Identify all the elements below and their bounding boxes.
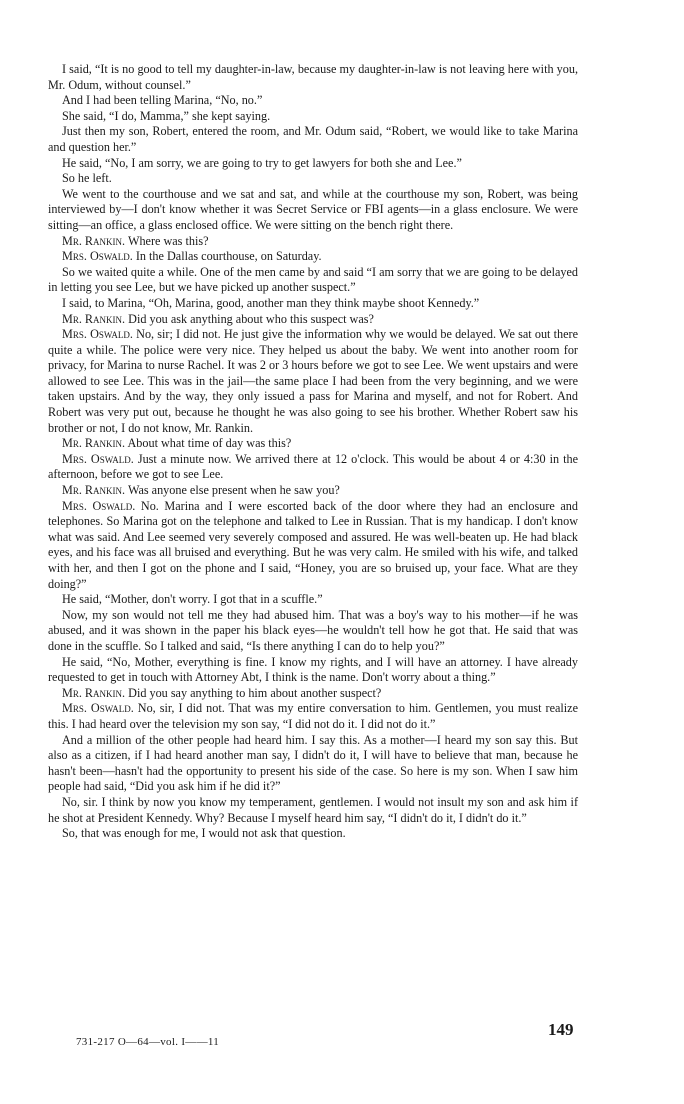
paragraph-text: I said, “It is no good to tell my daughter-in-law, because my daughter-in-law is not leaving here with you, Mr. Odum, without counsel.” <box>48 62 578 92</box>
paragraph-text: Was anyone else present when he saw you? <box>127 483 340 498</box>
paragraph <box>48 109 578 125</box>
paragraph <box>48 436 578 452</box>
speaker-label: Mr. Rankin. <box>62 483 126 498</box>
paragraph <box>48 234 578 250</box>
paragraph-text: Did you ask anything about who this suspect was? <box>128 311 374 326</box>
paragraph-text: In the Dallas courthouse, on Saturday. <box>135 249 322 264</box>
paragraph <box>48 62 578 93</box>
paragraph-text: Now, my son would not tell me they had abused him. That was a boy's way to his mother—if he was abused, and it was shown in the paper his black eyes—he wouldn't tell how he got that. He said that was done in the scuffle. So I talked and said, “Is there anything I can do to help you?” <box>48 607 578 653</box>
speaker-label: Mr. Rankin. <box>62 685 126 700</box>
page-number: 149 <box>548 1020 574 1039</box>
speaker-label: Mr. Rankin. <box>62 233 126 248</box>
paragraph-text: I said, to Marina, “Oh, Marina, good, another man they think maybe shoot Kennedy.” <box>62 295 480 310</box>
paragraph <box>48 296 578 312</box>
paragraph <box>48 655 578 686</box>
speaker-label: Mrs. Oswald. <box>62 249 133 264</box>
paragraph <box>48 592 578 608</box>
paragraph <box>48 733 578 795</box>
paragraph <box>48 156 578 172</box>
paragraph-text: And I had been telling Marina, “No, no.” <box>62 93 263 108</box>
paragraph <box>48 686 578 702</box>
paragraph <box>48 265 578 296</box>
speaker-label: Mr. Rankin. <box>62 311 126 326</box>
paragraph <box>48 171 578 187</box>
speaker-label: Mrs. Oswald. <box>62 451 134 466</box>
paragraph-text: We went to the courthouse and we sat and sat, and while at the courthouse my son, Robert, was being interviewed by—I don't know whether it was Secret Service or FBI agents—in a glass enclosure. We were sitting—an office, a glass enclosed office. We were sitting on the bench right there. <box>48 186 578 232</box>
speaker-label: Mrs. Oswald. <box>62 327 133 342</box>
print-code: 731-217 O—64—vol. I——11 <box>76 1036 220 1048</box>
paragraph <box>48 483 578 499</box>
paragraph-text: He said, “No, I am sorry, we are going to try to get lawyers for both she and Lee.” <box>62 155 462 170</box>
paragraph <box>48 124 578 155</box>
paragraph-text: No, sir, I did not. That was my entire conversation to him. Gentlemen, you must realize this. I had heard over the television my son say, “I did not do it. I did not do it.” <box>48 701 578 731</box>
paragraph-text: Did you say anything to him about another suspect? <box>128 685 382 700</box>
paragraph-text: About what time of day was this? <box>127 436 292 451</box>
paragraph <box>48 312 578 328</box>
paragraph-text: Just then my son, Robert, entered the room, and Mr. Odum said, “Robert, we would like to take Marina and question her.” <box>48 124 578 154</box>
speaker-label: Mrs. Oswald. <box>62 701 134 716</box>
speaker-label: Mr. Rankin. <box>62 436 126 451</box>
paragraph-text: So, that was enough for me, I would not ask that question. <box>62 826 346 841</box>
paragraph-text: He said, “Mother, don't worry. I got that in a scuffle.” <box>62 592 323 607</box>
paragraph-text: And a million of the other people had heard him. I say this. As a mother—I heard my son say this. But also as a citizen, if I had heard another man say, I didn't do it, I will have to believe that man, because he hasn't been—hasn't had the opportunity to present his side of the case. So here is my son. When I saw him people had said, “Did you ask him if he did it?” <box>48 732 578 794</box>
speaker-label: Mrs. Oswald. <box>62 498 136 513</box>
paragraph <box>48 701 578 732</box>
paragraph-text: Where was this? <box>127 233 209 248</box>
paragraph-text: So he left. <box>62 171 112 186</box>
paragraph <box>48 187 578 234</box>
paragraph <box>48 93 578 109</box>
paragraph <box>48 608 578 655</box>
paragraph-text: No. Marina and I were escorted back of the door where they had an enclosure and telephones. So Marina got on the telephone and talked to Lee in Russian. That is my handicap. I don't know what was said. And Lee seemed very severely composed and assured. He was well-beaten up. He had black eyes, and his face was all bruised and everything. But he was very calm. He smiled with his wife, and talked with her, and then I got on the phone and I said, “Honey, you are so bruised up, your face. What are they doing?” <box>48 498 578 591</box>
paragraph <box>48 795 578 826</box>
paragraph <box>48 826 578 842</box>
paragraph <box>48 499 578 593</box>
paragraph <box>48 249 578 265</box>
paragraph <box>48 327 578 436</box>
paragraph-text: So we waited quite a while. One of the men came by and said “I am sorry that we are going to be delayed in letting you see Lee, but we have picked up another suspect.” <box>48 264 578 295</box>
paragraph-text: No, sir. I think by now you know my temperament, gentlemen. I would not insult my son and ask him if he shot at President Kennedy. Why? Because I myself heard him say, “I didn't do it, I didn't do it.” <box>48 794 578 825</box>
testimony-text <box>48 62 578 842</box>
paragraph-text: He said, “No, Mother, everything is fine. I know my rights, and I will have an attorney. I have already requested to get in touch with Attorney Abt, I think is the name. Don't worry about a thing.” <box>48 654 578 685</box>
paragraph-text: Just a minute now. We arrived there at 12 o'clock. This would be about 4 or 4:30 in the afternoon, before we got to see Lee. <box>48 451 578 482</box>
paragraph-text: She said, “I do, Mamma,” she kept saying. <box>62 108 271 123</box>
paragraph-text: No, sir; I did not. He just give the information why we would be delayed. We sat out there quite a while. The police were very nice. They helped us about the baby. We went into another room for privacy, for Marina to nurse Rachel. It was 2 or 3 hours before we got to see Lee. We went upstairs and were allowed to see Lee. This was in the jail—the same place I had been from the very beginning, and we were taken upstairs. And by the way, they only issued a pass for Marina and myself, and not for Robert. And Robert was very put out, because he thought he was also going to see his brother. Whether Robert saw his brother or not, I do not know, Mr. Rankin. <box>48 327 578 435</box>
paragraph <box>48 452 578 483</box>
